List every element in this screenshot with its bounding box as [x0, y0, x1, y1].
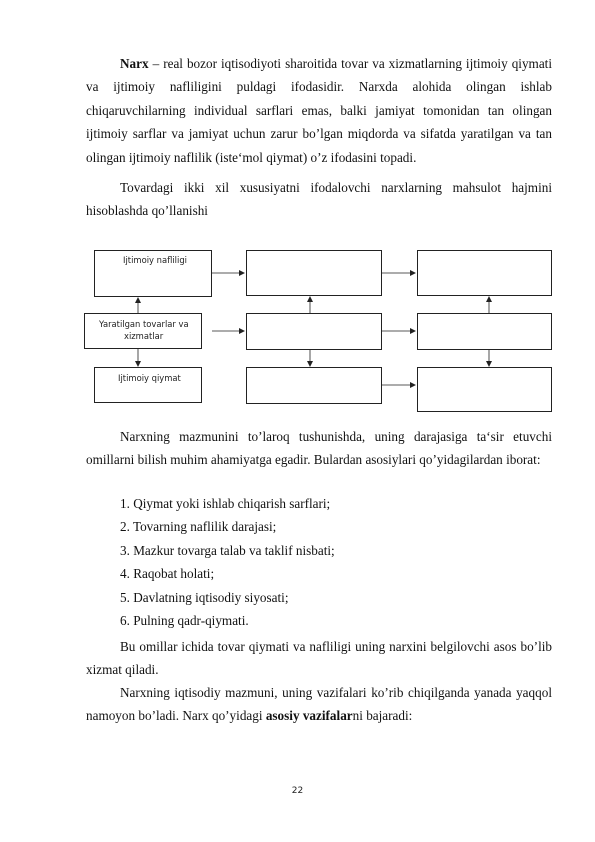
paragraph-factors-intro: Narxning mazmunini to’laroq tushunishda, uning darajasiga ta‘sir etuvchi omillarni bilish muhim ahamiyatga egadir. Bulardan asosiylari qo’yidagilardan iborat: — [86, 429, 552, 468]
box-ijtimoiy-nafliligi-label: Ijtimoiy nafliligi — [123, 255, 187, 265]
paragraph-diagram-intro: Tovardagi ikki xil xususiyatni ifodalovchi narxlarning mahsulot hajmini hisoblashda qo’llanishi — [86, 180, 552, 219]
term-asosiy-vazifalar: asosiy vazifalar — [265, 708, 353, 724]
factor-item-2: 2. Tovarning naflilik darajasi; — [120, 519, 277, 534]
term-narx: Narx — [120, 56, 149, 71]
paragraph-main-factors: Bu omillar ichida tovar qiymati va nafliligi uning narxini belgilovchi asos bo’lib xizmat qiladi. — [86, 639, 552, 678]
factor-item-1: 1. Qiymat yoki ishlab chiqarish sarflari; — [120, 496, 331, 511]
box-yaratilgan-tovarlar-label-1: Yaratilgan tovarlar va — [99, 319, 189, 329]
factor-item-6: 6. Pulning qadr-qiymati. — [120, 613, 249, 628]
page-number: 22 — [291, 786, 304, 796]
paragraph-narx-text: – real bozor iqtisodiyoti sharoitida tovar va xizmatlarning ijtimoiy qiymati va ijtimoiy nafliligini puldagi ifodasidir. Narxda alohida olingan ishlab chiqaruvchilarning individual sarflari emas, balki jamiyat tomonidan tan olingan ijtimoiy sarflar va jamiyat uchun zarur bo’lgan miqdorda va sifatda yaratilgan va tan olingan ijtimoiy naflilik (iste‘mol qiymat) o’z ifodasini topadi. — [86, 56, 552, 165]
paragraph-narx-functions — [86, 681, 552, 728]
box-yaratilgan-tovarlar-label-2: xizmatlar — [124, 331, 164, 341]
box-ijtimoiy-qiymat-label: Ijtimoiy qiymat — [118, 373, 181, 383]
paragraph-narx-functions-text-2: ni bajaradi: — [352, 708, 413, 724]
factor-item-5: 5. Davlatning iqtisodiy siyosati; — [120, 590, 289, 605]
paragraph-narx-functions-text-1: Narxning iqtisodiy mazmuni, uning vazifalari ko’rib chiqilganda yanada yaqqol namoyon bo’ladi. Narx qo’yidagi — [86, 685, 552, 724]
factor-item-4: 4. Raqobat holati; — [120, 566, 215, 581]
factor-item-3: 3. Mazkur tovarga talab va taklif nisbati; — [120, 543, 335, 558]
